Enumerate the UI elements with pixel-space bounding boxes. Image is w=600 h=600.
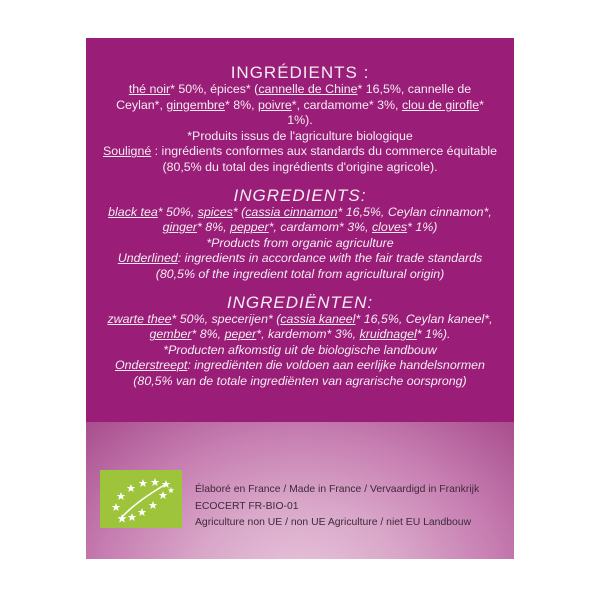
french-heading: INGRÉDIENTS : (230, 63, 370, 82)
ingredients-label (86, 38, 514, 559)
english-ingredients: black tea* 50%, spices* (cassia cinnamon* 16,5%, Ceylan cinnamon*, ginger* 8%, pepper*, cardamom* 3%, cloves* 1%) (108, 204, 492, 235)
french-fairtrade-note: Souligné : ingrédients conformes aux standards du commerce équitable (80,5% du total des ingrédients d'origine agricole). (103, 144, 497, 174)
french-section (102, 38, 498, 176)
origin-certification-text (195, 482, 479, 532)
english-section (102, 176, 498, 283)
ecocert-code: ECOCERT FR-BIO-01 (195, 500, 299, 512)
french-organic-note: *Produits issus de l'agriculture biologique (187, 128, 413, 143)
dutch-organic-note: *Producten afkomstig uit de biologische landbouw (163, 342, 437, 357)
ingredient-black-tea-fr: thé noir (128, 82, 171, 96)
dutch-fairtrade-note: Onderstreept: ingrediënten die voldoen aan eerlijke handelsnormen (80,5% van de totale ingrediënten van agrarische oorsprong) (115, 358, 485, 388)
english-fairtrade-note: Underlined: ingredients in accordance with the fair trade standards (80,5% of the ingredient total from agricultural origin) (117, 251, 483, 281)
dutch-section (102, 283, 498, 390)
dutch-ingredients: zwarte thee* 50%, specerijen* (cassia kaneel* 16,5%, Ceylan kaneel*, gember* 8%, peper*, kardemom* 3%, kruidnagel* 1%). (107, 311, 493, 342)
eu-leaf-stars-graphic (100, 470, 182, 528)
made-in-france-line: Élaboré en France / Made in France / Vervaardigd in Frankrijk (195, 484, 480, 495)
english-heading: INGREDIENTS: (233, 185, 367, 205)
agriculture-origin-line: Agriculture non UE / non UE Agriculture / niet EU Landbouw (195, 517, 472, 528)
french-ingredients: thé noir* 50%, épices* (cannelle de Chine* 16,5%, cannelle de Ceylan*, gingembre* 8%, poivre*, cardamome* 3%, clou de girofle* 1%). (116, 82, 484, 128)
english-organic-note: *Products from organic agriculture (206, 235, 394, 250)
eu-organic-leaf-icon (100, 470, 182, 528)
dutch-heading: INGREDIËNTEN: (226, 292, 374, 312)
ingredients-text-area (86, 38, 514, 390)
